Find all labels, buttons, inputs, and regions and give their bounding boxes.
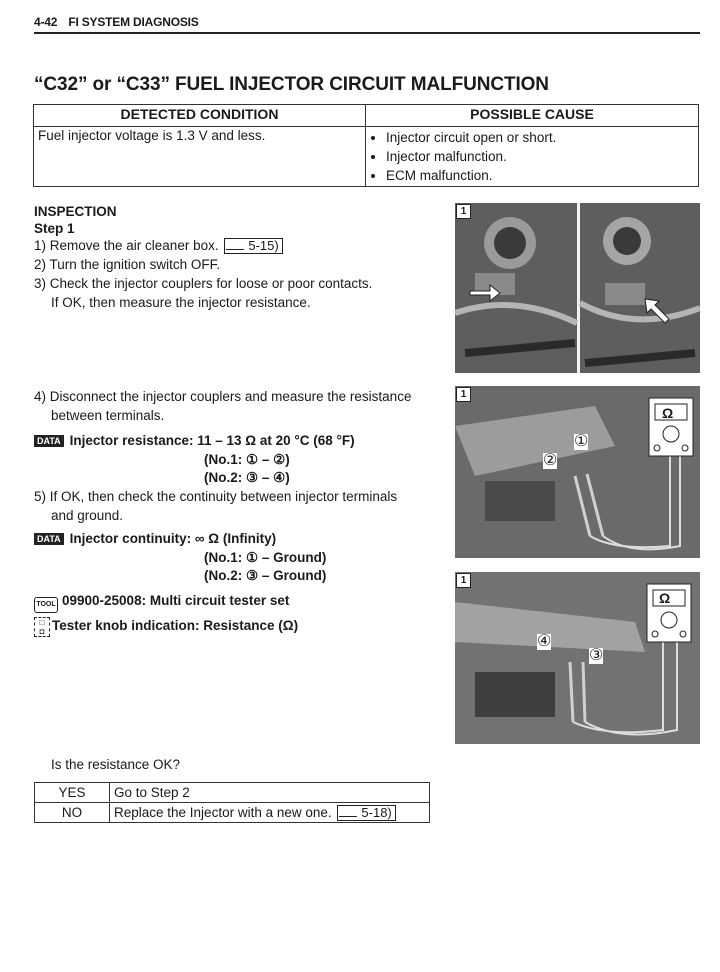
tool-label: 09900-25008: Multi circuit tester set: [62, 593, 290, 608]
cause-item: • Injector circuit open or short.: [386, 128, 694, 147]
answer-value: [110, 803, 430, 823]
inspection-heading: INSPECTION: [34, 204, 117, 219]
knob-spec: [34, 617, 298, 637]
resistance-label: Injector resistance: 11 – 13 Ω at 20 °C (68 °F): [69, 433, 355, 448]
page-title: “C32” or “C33” FUEL INJECTOR CIRCUIT MALFUNCTION: [34, 74, 549, 95]
tool-spec: [34, 593, 289, 613]
figure-number: 1: [456, 204, 471, 219]
step-label: Step 1: [34, 221, 75, 236]
answer-key: YES: [35, 783, 110, 803]
throttle-body-photo: [455, 203, 700, 373]
cause-item: • Injector malfunction.: [386, 147, 694, 166]
decision-table: [34, 782, 430, 823]
terminal-4-label: ④: [537, 633, 552, 650]
ohm-symbol: Ω: [659, 590, 671, 606]
possible-cause-header: POSSIBLE CAUSE: [366, 105, 699, 127]
table-row: [35, 803, 430, 823]
data-icon: DATA: [34, 435, 64, 447]
ohm-symbol: Ω: [662, 405, 674, 421]
continuity-no2: (No.2: ③ – Ground): [204, 568, 327, 583]
page-reference-link[interactable]: [224, 238, 282, 254]
cause-item: • ECM malfunction.: [386, 166, 694, 185]
reference-text: 5-18): [361, 804, 392, 820]
page-number: 4-42: [34, 15, 58, 29]
terminal-3-label: ③: [589, 647, 604, 664]
section-name: FI SYSTEM DIAGNOSIS: [68, 15, 199, 29]
data-icon: DATA: [34, 533, 64, 545]
pen-icon: [226, 240, 249, 250]
step-2: 2) Turn the ignition switch OFF.: [34, 257, 221, 272]
continuity-spec: [34, 531, 276, 546]
step-5-cont: and ground.: [51, 508, 124, 523]
step-4: 4) Disconnect the injector couplers and measure the resistance: [34, 389, 412, 404]
pen-icon: [339, 807, 362, 817]
step-5: 5) If OK, then check the continuity between injector terminals: [34, 489, 398, 504]
figure-number: 1: [456, 387, 471, 402]
figure-number: 1: [456, 573, 471, 588]
terminal-1-label: ①: [574, 433, 589, 450]
question: Is the resistance OK?: [51, 757, 181, 772]
step-4-cont: between terminals.: [51, 408, 165, 423]
step-1: [34, 238, 283, 254]
page-header: [34, 15, 199, 29]
tester-knob-icon: □ ◘: [34, 617, 50, 637]
page-reference-link[interactable]: [337, 805, 395, 821]
knob-label: Tester knob indication: Resistance (Ω): [52, 618, 299, 633]
detected-condition-cell: Fuel injector voltage is 1.3 V and less.: [34, 127, 366, 187]
reference-text: 5-15): [248, 238, 279, 253]
detected-condition-header: DETECTED CONDITION: [34, 105, 366, 127]
step-1-text: 1) Remove the air cleaner box.: [34, 238, 219, 253]
answer-key: NO: [35, 803, 110, 823]
continuity-no1: (No.1: ① – Ground): [204, 550, 327, 565]
resistance-no1: (No.1: ① – ②): [204, 452, 290, 467]
resistance-spec: [34, 433, 355, 448]
step-3-cont: If OK, then measure the injector resistance.: [51, 295, 311, 310]
table-row: [35, 783, 430, 803]
step-3: 3) Check the injector couplers for loose or poor contacts.: [34, 276, 373, 291]
condition-table: [33, 104, 699, 187]
continuity-label: Injector continuity: ∞ Ω (Infinity): [69, 531, 277, 546]
tool-icon: TOOL: [34, 597, 58, 613]
answer-value: Go to Step 2: [110, 783, 430, 803]
terminal-2-label: ②: [543, 452, 558, 469]
answer-text: Replace the Injector with a new one.: [114, 804, 332, 820]
header-rule: [34, 32, 700, 34]
possible-cause-cell: [366, 127, 699, 187]
resistance-no2: (No.2: ③ – ④): [204, 470, 290, 485]
